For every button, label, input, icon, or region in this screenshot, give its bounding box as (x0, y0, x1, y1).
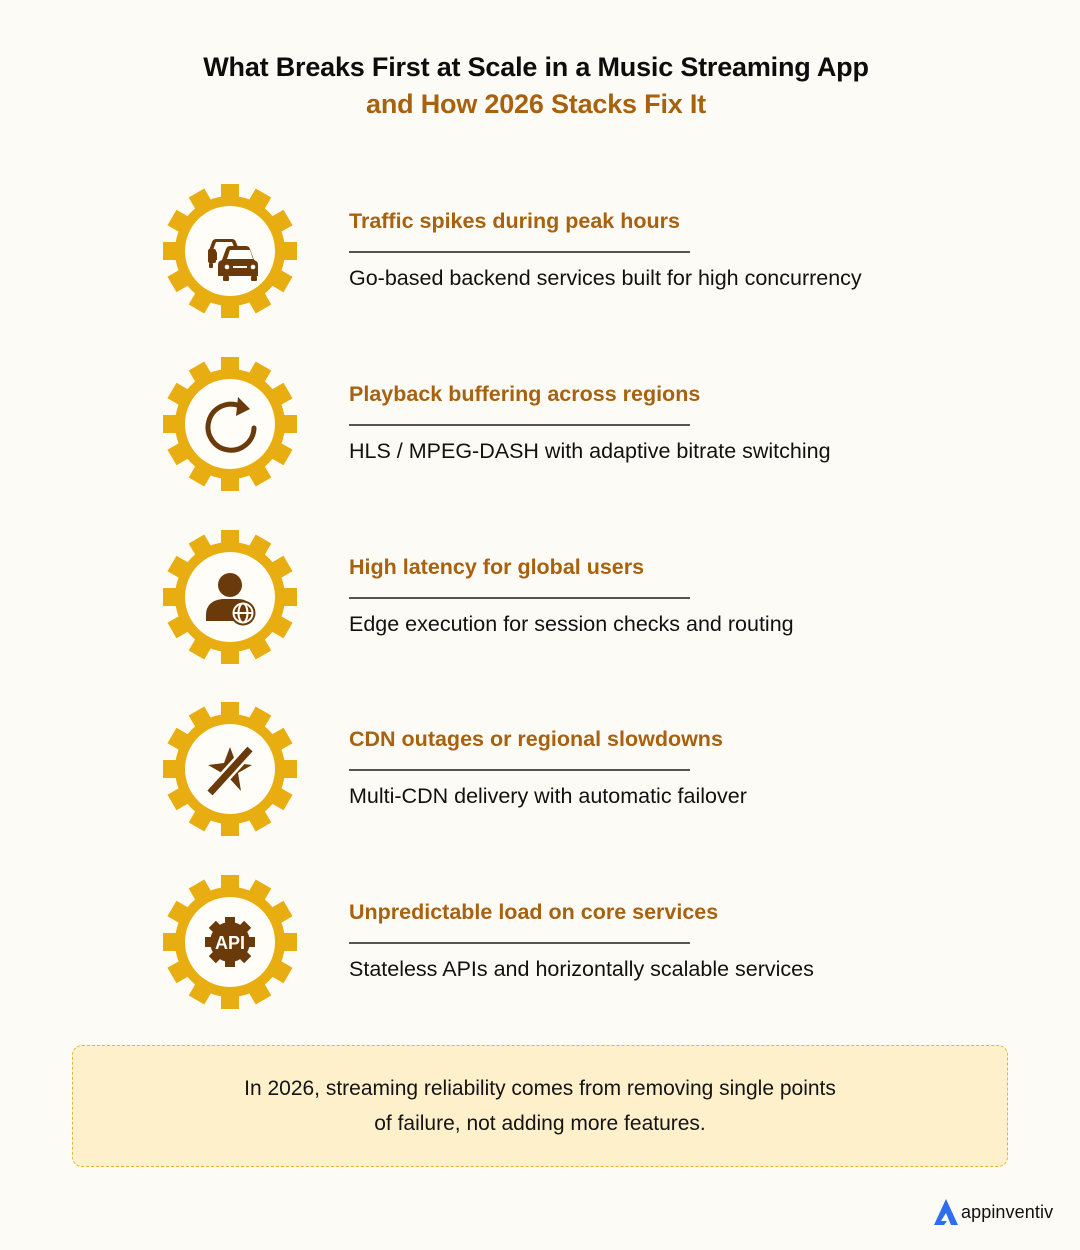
row-description: Edge execution for session checks and routing (349, 612, 794, 636)
row-heading: CDN outages or regional slowdowns (349, 727, 723, 751)
gear-badge (162, 356, 298, 492)
row-unpredictable-load (0, 874, 1080, 1024)
row-divider (349, 942, 690, 944)
row-heading: Playback buffering across regions (349, 382, 701, 406)
brand-name: appinventiv (961, 1201, 1054, 1222)
appinventiv-logo-icon (933, 1198, 959, 1226)
row-description: HLS / MPEG-DASH with adaptive bitrate switching (349, 439, 831, 463)
api-label: API (214, 933, 246, 953)
page-subtitle: and How 2026 Stacks Fix It (366, 89, 706, 119)
user-globe-icon (162, 529, 298, 665)
callout-text: In 2026, streaming reliability comes from removing single points of failure, not adding more features. (244, 1077, 836, 1135)
row-divider (349, 769, 690, 771)
summary-callout (72, 1045, 1008, 1167)
page-title: What Breaks First at Scale in a Music Streaming App (203, 52, 869, 82)
row-description: Stateless APIs and horizontally scalable services (349, 957, 814, 981)
row-description: Multi-CDN delivery with automatic failover (349, 784, 747, 808)
row-divider (349, 424, 690, 426)
row-description: Go-based backend services built for high concurrency (349, 266, 862, 290)
gear-badge (162, 874, 298, 1010)
gear-badge (162, 183, 298, 319)
gear-badge (162, 701, 298, 837)
refresh-arrow-icon (162, 356, 298, 492)
api-gear-icon (162, 874, 298, 1010)
row-high-latency (0, 529, 1080, 679)
row-heading: Traffic spikes during peak hours (349, 209, 680, 233)
row-playback-buffering (0, 356, 1080, 506)
gear-badge (162, 529, 298, 665)
row-heading: High latency for global users (349, 555, 645, 579)
traffic-cars-icon (162, 183, 298, 319)
brand-logo (933, 1197, 1053, 1227)
row-traffic-spikes (0, 183, 1080, 333)
row-cdn-outages (0, 701, 1080, 851)
row-divider (349, 597, 690, 599)
row-heading: Unpredictable load on core services (349, 900, 719, 924)
network-off-icon (162, 701, 298, 837)
row-divider (349, 251, 690, 253)
